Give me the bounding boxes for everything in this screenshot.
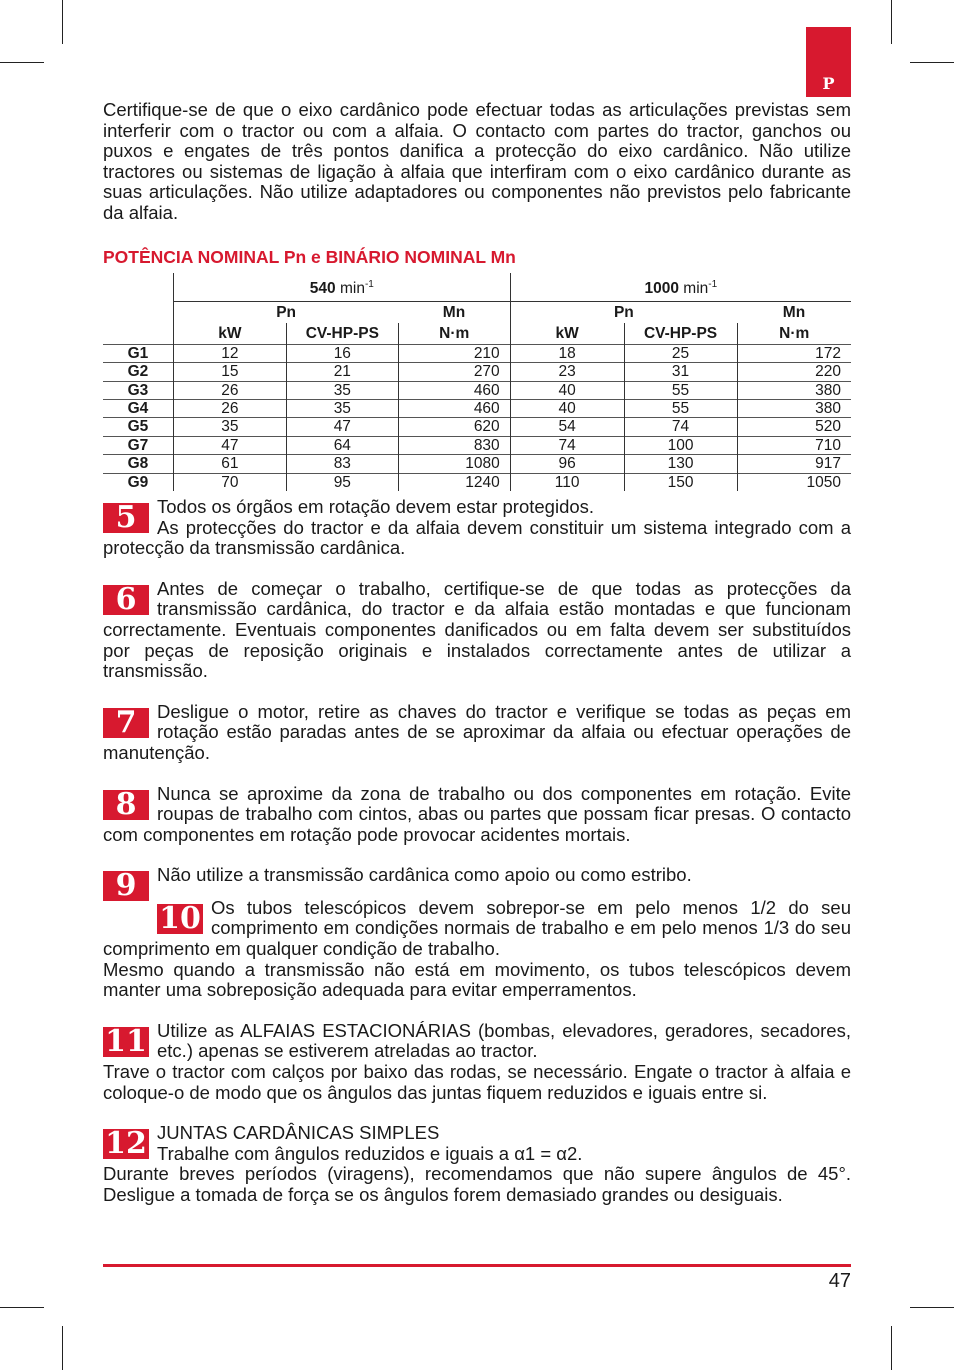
- table-cell: 35: [286, 399, 398, 417]
- crop-mark: [0, 1307, 44, 1308]
- safety-item-6: [103, 579, 851, 682]
- table-cell: 1080: [398, 455, 510, 473]
- crop-mark: [891, 1326, 892, 1370]
- safety-item-11: [103, 1021, 851, 1103]
- item-text: JUNTAS CARDÂNICAS SIMPLES: [157, 1122, 440, 1144]
- mn-header-540: Mn: [398, 301, 510, 323]
- crop-mark: [0, 62, 44, 63]
- col-nm: N·m: [398, 323, 510, 345]
- table-cell: 55: [624, 381, 737, 399]
- table-cell: 83: [286, 455, 398, 473]
- row-label: G8: [103, 455, 173, 473]
- safety-item-7: [103, 702, 851, 764]
- table-row: [103, 344, 851, 362]
- item-number-badge: 7: [103, 708, 149, 738]
- row-label: G2: [103, 363, 173, 381]
- row-label: G3: [103, 381, 173, 399]
- item-number-badge: 10: [157, 904, 203, 934]
- table-cell: 18: [510, 344, 624, 362]
- table-cell: 16: [286, 344, 398, 362]
- table-cell: 210: [398, 344, 510, 362]
- table-cell: 35: [286, 381, 398, 399]
- table-row: [103, 418, 851, 436]
- power-torque-table: [103, 273, 851, 491]
- item-number-badge: 6: [103, 585, 149, 615]
- mn-header-1000: Mn: [737, 301, 851, 323]
- table-cell: 220: [737, 363, 851, 381]
- table-cell: 12: [173, 344, 286, 362]
- table-cell: 74: [624, 418, 737, 436]
- item-text: As protecções do tractor e da alfaia devem constituir um sistema integrado com a protecção da transmissão cardânica.: [103, 516, 851, 559]
- table-cell: 47: [173, 436, 286, 454]
- crop-mark: [62, 0, 63, 44]
- col-cv: CV-HP-PS: [624, 323, 737, 345]
- page-content: [103, 100, 851, 1206]
- item-text: Antes de começar o trabalho, certifique-se de que todas as protecções da transmissão cardânica, do tractor e da alfaia estão montadas e que funcionam correctamente. Eventuais componentes danificados ou em falta devem ser substituídos por peças de reposição originais e instalados correctamente antes de utilizar a transmissão.: [103, 577, 851, 682]
- table-cell: 23: [510, 363, 624, 381]
- table-row: [103, 473, 851, 491]
- table-cell: 150: [624, 473, 737, 491]
- item-text: Durante breves períodos (viragens), recomendamos que não supere ângulos de 45°. Desligue a tomada de força se os ângulos forem demasiado grandes ou desiguais.: [103, 1163, 851, 1205]
- table-cell: 110: [510, 473, 624, 491]
- rpm-540-header: 540 $\min^{-1}$: [173, 273, 510, 302]
- table-cell: 95: [286, 473, 398, 491]
- table-cell: 26: [173, 381, 286, 399]
- safety-item-12: [103, 1123, 851, 1205]
- table-cell: 61: [173, 455, 286, 473]
- item-number-badge: 12: [103, 1129, 149, 1159]
- safety-item-9: [103, 864, 851, 904]
- table-cell: 520: [737, 418, 851, 436]
- col-nm: N·m: [737, 323, 851, 345]
- table-cell: 270: [398, 363, 510, 381]
- table-cell: 25: [624, 344, 737, 362]
- table-cell: 710: [737, 436, 851, 454]
- safety-item-5: [103, 497, 851, 559]
- intro-paragraph: Certifique-se de que o eixo cardânico pode efectuar todas as articulações previstas sem interferir com o tractor ou com a alfaia. O contacto com partes do tractor, ganchos ou puxos e engates de três pontos danifica a protecção do eixo cardânico. Não utilize tractores ou sistemas de ligação à alfaia que interfiram com o eixo cardânico durante as suas articulações. Não utilize adaptadores ou componentes não previstos pelo fabricante da alfaia.: [103, 99, 851, 223]
- pn-header-1000: Pn: [510, 301, 737, 323]
- table-cell: 460: [398, 399, 510, 417]
- row-label: G1: [103, 344, 173, 362]
- table-cell: 130: [624, 455, 737, 473]
- table-cell: 1240: [398, 473, 510, 491]
- col-kw: kW: [173, 323, 286, 345]
- row-label: G5: [103, 418, 173, 436]
- item-text: Trabalhe com ângulos reduzidos e iguais a α1 = α2.: [157, 1142, 583, 1164]
- safety-items: [103, 497, 851, 1206]
- table-cell: 460: [398, 381, 510, 399]
- col-kw: kW: [510, 323, 624, 345]
- item-number-badge: 9: [103, 871, 149, 901]
- crop-mark: [62, 1326, 63, 1370]
- crop-mark: [891, 0, 892, 44]
- item-number-badge: 5: [103, 503, 149, 533]
- row-label: G7: [103, 436, 173, 454]
- table-row: [103, 381, 851, 399]
- table-cell: 55: [624, 399, 737, 417]
- table-cell: 26: [173, 399, 286, 417]
- item-text: Mesmo quando a transmissão não está em movimento, os tubos telescópicos devem manter uma sobreposição adequada para evitar emperramentos.: [103, 958, 851, 1001]
- item-text: Todos os órgãos em rotação devem estar protegidos.: [157, 495, 595, 517]
- page-number: 47: [828, 1270, 851, 1292]
- table-cell: 70: [173, 473, 286, 491]
- table-cell: 64: [286, 436, 398, 454]
- item-text: Não utilize a transmissão cardânica como apoio ou como estribo.: [157, 864, 692, 886]
- safety-item-8: [103, 784, 851, 846]
- item-number-badge: 11: [103, 1027, 149, 1057]
- table-cell: 380: [737, 399, 851, 417]
- table-cell: 15: [173, 363, 286, 381]
- table-body: [103, 344, 851, 491]
- row-label: G9: [103, 473, 173, 491]
- item-text: Utilize as ALFAIAS ESTACIONÁRIAS (bombas, elevadores, geradores, secadores, etc.) apenas se estiverem atreladas ao tractor.: [157, 1019, 851, 1062]
- table-cell: 620: [398, 418, 510, 436]
- table-cell: 31: [624, 363, 737, 381]
- safety-item-10: [103, 898, 851, 1001]
- table-cell: 47: [286, 418, 398, 436]
- table-cell: 172: [737, 344, 851, 362]
- rpm-1000-header: 1000 $\min^{-1}$: [510, 273, 851, 302]
- item-text: Os tubos telescópicos devem sobrepor-se em pelo menos 1/2 do seu comprimento em condições normais de trabalho e em pelo menos 1/3 do seu comprimento em qualquer condição de trabalho.: [103, 896, 851, 960]
- table-cell: 74: [510, 436, 624, 454]
- table-cell: 40: [510, 399, 624, 417]
- language-tab: [806, 27, 851, 97]
- table-cell: 830: [398, 436, 510, 454]
- table-cell: 96: [510, 455, 624, 473]
- row-label: G4: [103, 399, 173, 417]
- table-cell: 40: [510, 381, 624, 399]
- table-cell: 54: [510, 418, 624, 436]
- table-row: [103, 455, 851, 473]
- crop-mark: [910, 1307, 954, 1308]
- table-cell: 100: [624, 436, 737, 454]
- crop-mark: [910, 62, 954, 63]
- pn-header-540: Pn: [173, 301, 398, 323]
- col-cv: CV-HP-PS: [286, 323, 398, 345]
- language-tab-letter: P: [822, 74, 835, 93]
- item-text: Trave o tractor com calços por baixo das rodas, se necessário. Engate o tractor à alfaia e coloque-o de modo que os ângulos das juntas fiquem reduzidos e iguais entre si.: [103, 1061, 851, 1103]
- table-cell: 35: [173, 418, 286, 436]
- footer-rule: [103, 1264, 851, 1267]
- item-number-badge: 8: [103, 790, 149, 820]
- item-text: Nunca se aproxime da zona de trabalho ou dos componentes em rotação. Evite roupas de trabalho com cintos, abas ou partes que possam ficar presas. O contacto com componentes em rotação pode provocar acidentes mortais.: [103, 782, 851, 845]
- table-row: [103, 363, 851, 381]
- table-cell: 21: [286, 363, 398, 381]
- table-row: [103, 436, 851, 454]
- table-title: POTÊNCIA NOMINAL Pn e BINÁRIO NOMINAL Mn: [103, 246, 516, 267]
- table-cell: 917: [737, 455, 851, 473]
- table-cell: 380: [737, 381, 851, 399]
- item-text: Desligue o motor, retire as chaves do tractor e verifique se todas as peças em rotação estão paradas antes de se aproximar da alfaia ou efectuar operações de manutenção.: [103, 700, 851, 763]
- table-cell: 1050: [737, 473, 851, 491]
- table-row: [103, 399, 851, 417]
